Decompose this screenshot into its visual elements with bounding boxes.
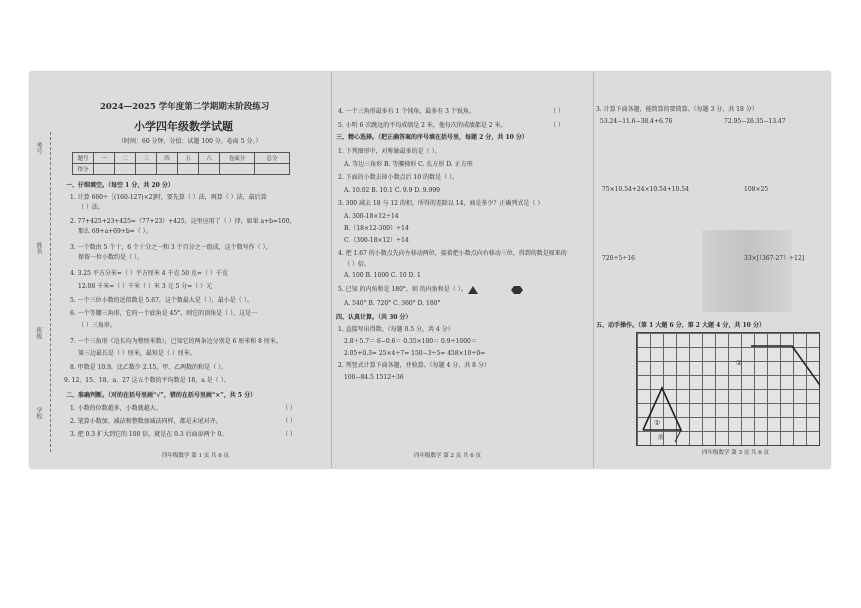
section-2-title: 二、准确判断。（对的在括号里画“√”，错的在括号里画“×”，共 5 分）	[66, 392, 257, 399]
exam-heading: 2024—2025 学年度第二学期期末阶段练习	[100, 102, 270, 112]
seal-line	[50, 132, 51, 452]
answer-paren[interactable]: （ ）	[550, 108, 564, 115]
judge-item: 5. 小明 6 次跳远的平均成绩是 2 米，他每次的成绩都是 2 米。	[338, 122, 507, 129]
score-cell[interactable]	[94, 164, 115, 175]
section-1-title: 一、仔细填空。（每空 1 分，共 20 分）	[66, 182, 174, 189]
question-line: 保留一位小数约是（ ）。	[78, 254, 143, 261]
base-marker	[675, 430, 681, 442]
calc-instruction: 1. 直接写出得数。（每题 0.5 分，共 4 分）	[338, 326, 454, 333]
choice-options: C.（300-18×12）÷14	[344, 237, 409, 244]
exam-subtitle: （时间：60 分钟，分值：试题 100 分，卷面 5 分。）	[118, 138, 262, 145]
calc-expression: 53.24−11.6−38.4+6.76	[600, 118, 673, 125]
calc-row: 2.8＋5.7＝ 6−0.6＝ 0.35×100＝ 0.9÷1000＝	[344, 338, 477, 345]
page-3	[594, 72, 830, 468]
side-label-exam-no: 考号	[35, 142, 42, 154]
score-cell: 得分	[73, 164, 94, 175]
choice-options: A. 10.02 B. 10.1 C. 9.9 D. 9.999	[344, 187, 440, 194]
score-header-cell: 一	[94, 153, 115, 164]
base-label: 底	[658, 434, 665, 441]
choice-options: A. 540° B. 720° C. 360° D. 180°	[344, 300, 441, 307]
score-header-cell: 总分	[255, 153, 290, 164]
page-2	[332, 72, 592, 468]
score-cell[interactable]	[199, 164, 220, 175]
score-header-cell: 六	[199, 153, 220, 164]
calc-row: 2.05+0.3= 25×4÷7= 150−3÷5= 458×10÷0=	[344, 350, 486, 357]
question-line: 第三边最长是（ ）厘米，最短是（ ）厘米。	[78, 350, 196, 357]
question-line: 8. 甲数是 10.9，比乙数少 2.15，甲、乙两数的和是（ ）。	[70, 364, 228, 371]
section-5-title: 五、动手操作。（第 1 大题 6 分，第 2 大题 4 分，共 10 分）	[596, 322, 765, 329]
side-label-class: 班级	[35, 327, 42, 339]
calc-expression: 33×[（367-27）÷12]	[744, 255, 805, 262]
calc-row: 100−84.5 1512÷36	[344, 374, 404, 381]
hexagon-icon	[511, 286, 523, 294]
judge-item: 1. 小数的位数越多，小数就越大。	[70, 405, 162, 412]
score-header-cell: 二	[115, 153, 136, 164]
question-line: 1. 计算 660÷［(160-127)×2]时，要先算（ ）法，再算（ ）法，最后算	[70, 194, 267, 201]
choice-question: 2. 下面的小数去掉小数点后 10 的数是（ ）。	[338, 174, 458, 181]
calc-expression: 75×10.54+24×10.54+10.54	[602, 186, 689, 193]
question-line: 2. 77+425+23+425=（77+23）+425，这里应用了（ ）律，如果 a+b=100，	[70, 218, 296, 225]
question-line: 12.08 千米=（ ）千米（ ）米 3 元 5 分=（ ）元	[78, 283, 213, 290]
score-header-cell: 三	[136, 153, 157, 164]
choice-question: 1. 下列图形中，对称轴最多的是（ ）。	[338, 148, 441, 155]
shape-label-1: ①	[654, 419, 661, 427]
question-line: 那么 69+a+69+b=（ ）。	[78, 228, 152, 235]
score-header-cell: 五	[178, 153, 199, 164]
question-line: （ ）三角形。	[78, 322, 116, 329]
question-line: 4. 3.25 平方分米=（ ）平方厘米 4 千克 50 克=（ ）千克	[70, 270, 228, 277]
choice-options: A. 100 B. 1000 C. 10 D. 1	[344, 272, 421, 279]
triangle-icon	[468, 286, 478, 294]
calc-expression: 720÷5÷16	[602, 255, 635, 262]
question-line: 5. 一个三位小数的近似数是 5.67，这个数最大是（ ），最小是（ ）。	[70, 297, 253, 304]
triangle-shape	[643, 388, 681, 430]
judge-item: 4. 一个三角形最多有 1 个钝角，最多有 3 个锐角。	[338, 108, 475, 115]
calc-instruction: 2. 列竖式计算下面各题，并验算。（每题 4 分，共 8 分）	[338, 362, 490, 369]
score-cell[interactable]	[157, 164, 178, 175]
score-cell[interactable]	[220, 164, 255, 175]
answer-paren[interactable]: （ ）	[282, 418, 296, 425]
calc-instruction: 3. 计算下面各题，能简算的要简算。（每题 3 分，共 18 分）	[596, 106, 758, 113]
parallelogram-shape	[751, 346, 820, 402]
side-label-school: 学校	[35, 407, 42, 419]
answer-paren[interactable]: （ ）	[282, 405, 296, 412]
exam-sheet-photo	[30, 72, 830, 468]
answer-paren[interactable]: （ ）	[550, 122, 564, 129]
photo-glare	[702, 230, 792, 312]
page-footer: 四年级数学 第 2 页 共 6 页	[414, 453, 481, 459]
grid-shapes	[636, 332, 820, 446]
choice-question: 3. 300 减去 18 与 12 的积，所得的差除以 14，商是多少？正确列式是（ ）	[338, 200, 544, 207]
judge-item: 2. 笔算小数加、减法和整数加减法同样，都是末尾对齐。	[70, 418, 222, 425]
question-line: 9. 12、15、18、a、27 这五个数的平均数是 18，a 是（ ）。	[64, 377, 230, 384]
shape-label-2: ②	[736, 359, 743, 367]
side-label-name: 姓名	[35, 242, 42, 254]
question-line: 6. 一个等腰三角形，它的一个底角是 45°，则它的顶角是（ ），这是一	[70, 310, 258, 317]
section-3-title: 三、精心选择。（把正确答案的序号填在括号里，每题 2 分，共 10 分）	[336, 134, 528, 141]
page-footer: 四年级数学 第 3 页 共 6 页	[702, 450, 769, 456]
score-header-cell: 四	[157, 153, 178, 164]
calc-expression: 108×25	[744, 186, 769, 193]
score-cell[interactable]	[255, 164, 290, 175]
exam-title: 小学四年级数学试题	[134, 120, 233, 133]
score-cell[interactable]	[136, 164, 157, 175]
score-table	[72, 152, 290, 175]
page-footer: 四年级数学 第 1 页 共 6 页	[162, 453, 229, 459]
choice-question: （ ）倍。	[344, 261, 370, 268]
choice-options: B.（18×12-300）÷14	[344, 225, 409, 232]
page-1	[30, 72, 330, 468]
question-line: （ ）法。	[78, 204, 104, 211]
calc-expression: 72.95−26.35−13.47	[724, 118, 786, 125]
choice-options: A. 300-18×12÷14	[344, 213, 399, 220]
choice-options: A. 等边三角形 B. 等腰梯形 C. 长方形 D. 正方形	[344, 161, 473, 168]
judge-item: 3. 把 0.3 扩大到它的 100 倍，就是在 0.3 后面添两个 0。	[70, 431, 228, 438]
score-header-cell: 题号	[73, 153, 94, 164]
choice-question: 4. 把 1.67 的小数点先向左移动两位，接着把小数点向右移动三位，得到的数是原来的	[338, 250, 567, 257]
score-header-cell: 卷面分	[220, 153, 255, 164]
choice-question: 5. 已知 的内角和是 180°，则 的内角和是（ ）。	[338, 286, 467, 293]
score-cell[interactable]	[178, 164, 199, 175]
question-line: 3. 一个数由 5 个十，6 个十分之一和 3 个百分之一组成，这个数写作（ ），	[70, 244, 272, 251]
section-4-title: 四、认真计算。（共 30 分）	[336, 314, 412, 321]
answer-paren[interactable]: （ ）	[282, 431, 296, 438]
question-line: 7. 一个三角形（边长均为整厘米数），已知它的两条边分别是 6 厘米和 8 厘米。	[70, 338, 282, 345]
score-cell[interactable]	[115, 164, 136, 175]
